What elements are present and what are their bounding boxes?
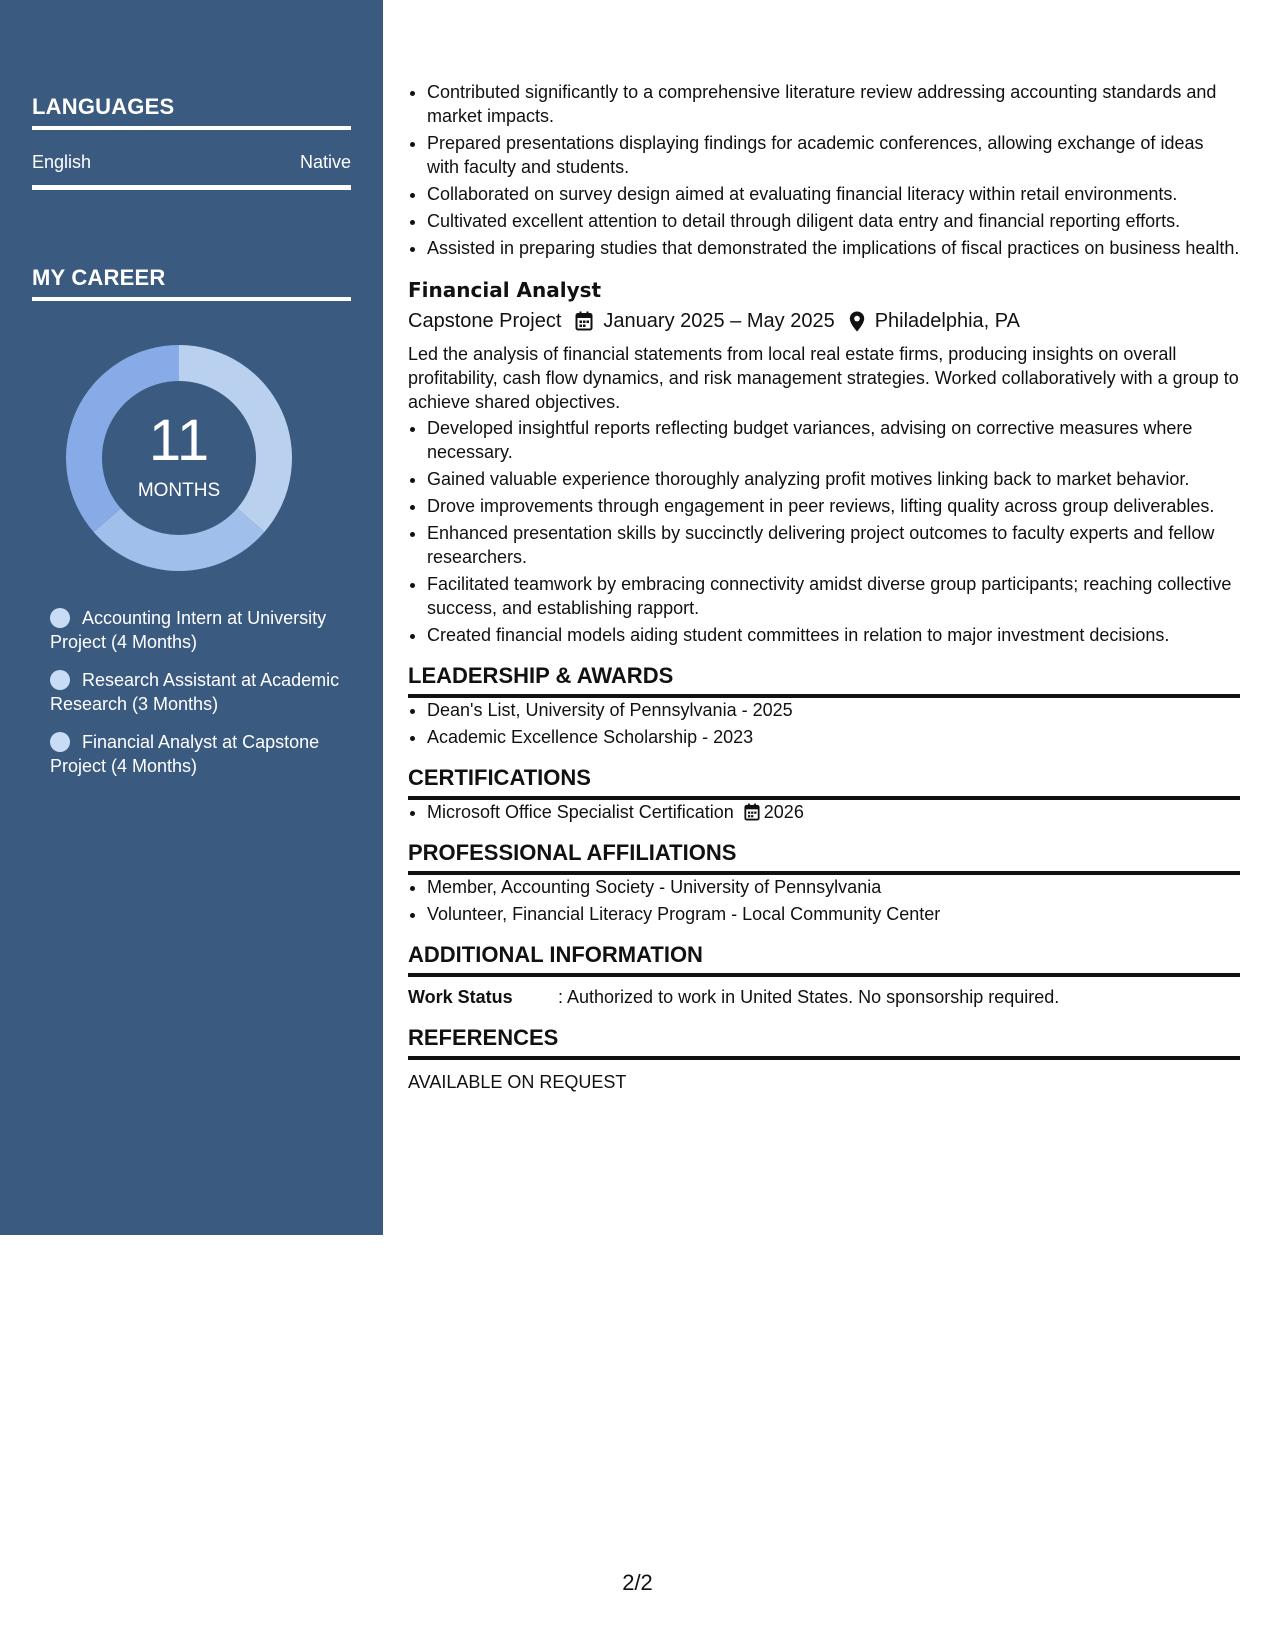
list-item: • Collaborated on survey design aimed at evaluating financial literacy within retail environments. bbox=[427, 182, 1240, 206]
list-item: • Volunteer, Financial Literacy Program - Local Community Center bbox=[427, 902, 1240, 926]
work-status-row bbox=[408, 985, 1240, 1009]
job-bullets bbox=[408, 416, 1240, 647]
location-pin-icon bbox=[849, 311, 865, 332]
career-item-text: Research Assistant at Academic Research (3 Months) bbox=[50, 670, 340, 714]
career-item bbox=[50, 668, 370, 716]
certification-year: 2026 bbox=[763, 802, 804, 822]
calendar-icon bbox=[744, 803, 760, 821]
list-item: • Facilitated teamwork by embracing connectivity amidst diverse group participants; reaching collective success, and establishing rapport. bbox=[427, 572, 1240, 620]
career-heading: MY CAREER bbox=[32, 265, 351, 301]
affiliations-heading: PROFESSIONAL AFFILIATIONS bbox=[408, 838, 1240, 875]
list-item: • Prepared presentations displaying findings for academic conferences, allowing exchange of ideas with faculty and students. bbox=[427, 131, 1240, 179]
list-item: • Academic Excellence Scholarship - 2023 bbox=[427, 725, 1240, 749]
work-status-value: : Authorized to work in United States. No sponsorship required. bbox=[558, 987, 1060, 1007]
job-company: Capstone Project bbox=[408, 310, 562, 332]
list-item: • Contributed significantly to a comprehensive literature review addressing accounting standards and market impacts. bbox=[427, 80, 1240, 128]
additional-info-heading: ADDITIONAL INFORMATION bbox=[408, 940, 1240, 977]
page-number: 2/2 bbox=[622, 1570, 653, 1595]
job-dates: January 2025 – May 2025 bbox=[603, 310, 835, 332]
leadership-heading: LEADERSHIP & AWARDS bbox=[408, 661, 1240, 698]
certifications-heading: CERTIFICATIONS bbox=[408, 763, 1240, 800]
languages-heading: LANGUAGES bbox=[32, 94, 351, 130]
job-title: Financial Analyst bbox=[408, 278, 602, 302]
leadership-list bbox=[408, 698, 1240, 749]
main-content bbox=[408, 80, 1240, 1094]
sidebar bbox=[0, 0, 383, 1235]
list-item: • Assisted in preparing studies that demonstrated the implications of fiscal practices on business health. bbox=[427, 236, 1240, 260]
certification-name: Microsoft Office Specialist Certification bbox=[427, 802, 734, 822]
calendar-icon bbox=[575, 311, 593, 331]
work-status-label: Work Status bbox=[408, 987, 513, 1007]
list-item: • Cultivated excellent attention to detail through diligent data entry and financial reporting efforts. bbox=[427, 209, 1240, 233]
list-item: • Drove improvements through engagement in peer reviews, lifting quality across group deliverables. bbox=[427, 494, 1240, 518]
donut-segment-2 bbox=[94, 508, 265, 571]
list-item: • Gained valuable experience thoroughly analyzing profit motives linking back to market behavior. bbox=[427, 467, 1240, 491]
career-item bbox=[50, 730, 370, 778]
list-item bbox=[427, 800, 1240, 824]
career-item-text: Accounting Intern at University Project (4 Months) bbox=[50, 608, 327, 652]
list-item: • Developed insightful reports reflecting budget variances, advising on corrective measures where necessary. bbox=[427, 416, 1240, 464]
list-item: • Created financial models aiding student committees in relation to major investment decisions. bbox=[427, 623, 1240, 647]
career-list bbox=[50, 606, 370, 792]
career-item-text: Financial Analyst at Capstone Project (4 Months) bbox=[50, 732, 320, 776]
previous-job-bullets bbox=[408, 80, 1240, 260]
language-name: English bbox=[32, 152, 92, 172]
list-item: • Enhanced presentation skills by succinctly delivering project outcomes to faculty experts and fellow researchers. bbox=[427, 521, 1240, 569]
job-description: Led the analysis of financial statements from local real estate firms, producing insights on overall profitability, cash flow dynamics, and risk management strategies. Worked collaboratively with a group to achieve shared objectives. bbox=[408, 344, 1239, 412]
career-dot-icon bbox=[50, 608, 70, 628]
career-dot-icon bbox=[50, 732, 70, 752]
list-item: • Dean's List, University of Pennsylvania - 2025 bbox=[427, 698, 1240, 722]
references-text: AVAILABLE ON REQUEST bbox=[408, 1072, 627, 1092]
affiliations-list bbox=[408, 875, 1240, 926]
career-total-number: 11 bbox=[148, 408, 210, 473]
career-dot-icon bbox=[50, 670, 70, 690]
job-meta bbox=[408, 306, 1240, 336]
career-item bbox=[50, 606, 370, 654]
references-heading: REFERENCES bbox=[408, 1023, 1240, 1060]
list-item: • Member, Accounting Society - University of Pennsylvania bbox=[427, 875, 1240, 899]
language-level: Native bbox=[299, 152, 351, 172]
career-total-unit: MONTHS bbox=[137, 480, 221, 501]
job-location: Philadelphia, PA bbox=[874, 310, 1020, 332]
language-row bbox=[32, 152, 351, 190]
certifications-list bbox=[408, 800, 1240, 824]
